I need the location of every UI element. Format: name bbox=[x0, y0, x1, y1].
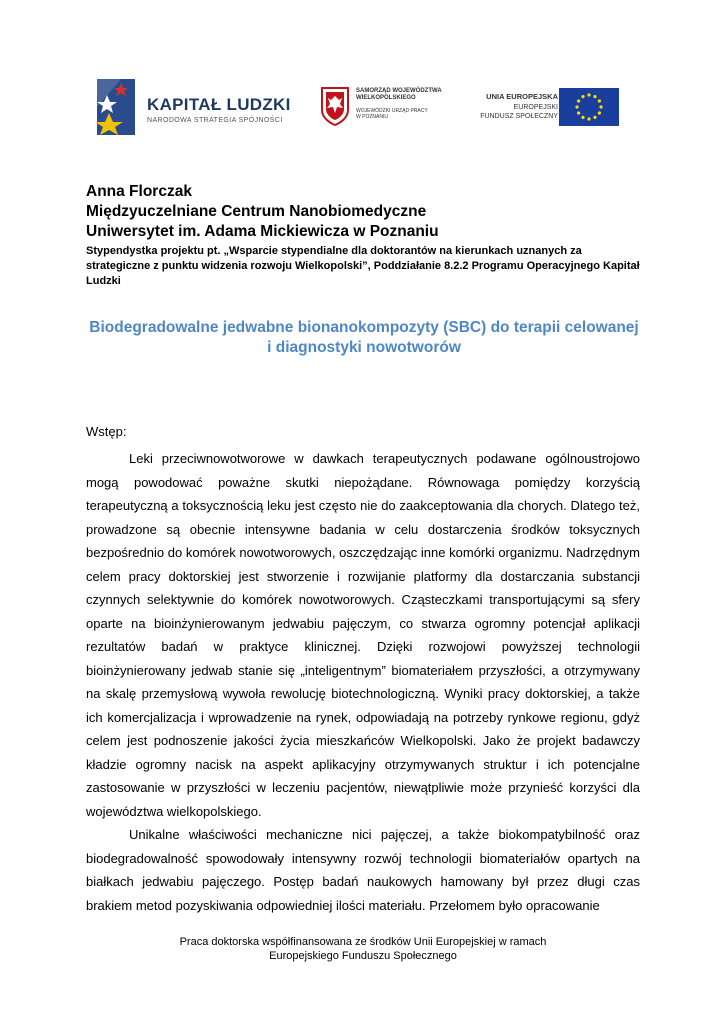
eu-star-icon bbox=[577, 111, 580, 114]
wielkopolska-line3: WOJEWÓDZKI URZĄD PRACY bbox=[356, 108, 428, 114]
kapital-ludzki-emblem-icon bbox=[95, 77, 143, 137]
paragraph-1: Leki przeciwnowotworowe w dawkach terapeutycznych podawane ogólnoustrojowo mogą powodować poważne skutki niepożądane. Równowaga pomiędzy korzyścią terapeutyczną a toksycznością leku jest często nie do zaakceptowania dla chorych. Dlatego też, prowadzone są obecnie intensywne badania w celu dostarczenia środków toksycznych bezpośrednio do komórek nowotworowych, oszczędzając inne komórki organizmu. Nadrzędnym celem pracy doktorskiej jest stworzenie i rozwijanie platformy dla dostarczania substancji czynnych selektywnie do komórek nowotworowych. Cząsteczkami transportującymi są sfery oparte na bioinżynierowanym jedwabiu pajęczym, co stwarza ogromny potencjał aplikacji rezultatów badań w praktyce klinicznej. Dzięki rozwojowi powyższej technologii bioinżynierowany jedwab stanie się „inteligentnym” biomateriałem przyszłości, a otrzymywany na skalę przemysłową wywoła rewolucję biotechnologiczną. Wyniki pracy doktorskiej, a także ich komercjalizacja i wprowadzenie na rynek, odpowiadają na potrzeby rynkowe regionu, gdyż celem jest podnoszenie jakości życia mieszkańców Wielkopolski. Jako że projekt badawczy kładzie ogromny nacisk na aspekt aplikacyjny otrzymywanych struktur i ich potencjalne zastosowanie w przyszłości w leczeniu pacjentów, niewątpliwie może przynieść korzyści dla województwa wielkopolskiego. bbox=[86, 451, 640, 819]
footer-note bbox=[86, 935, 640, 963]
kapital-ludzki-subtitle: NARODOWA STRATEGIA SPÓJNOŚCI bbox=[147, 117, 283, 124]
eu-fund bbox=[480, 103, 558, 121]
eu-star-icon bbox=[598, 111, 601, 114]
paragraph-2: Unikalne właściwości mechaniczne nici pajęczej, a także biokompatybilność oraz biodegradowalność spowodowały intensywny rozwój technologii biomateriałów opartych na białkach jedwabiu pajęczego. Postęp badań naukowych hamowany był przez długi czas brakiem metod pozyskiwania odpowiedniej ilości materiału. Przełomem było opracowanie bbox=[86, 827, 640, 913]
author-name: Anna Florczak bbox=[86, 183, 192, 200]
eu-star-icon bbox=[587, 93, 590, 96]
kapital-ludzki-title: KAPITAŁ LUDZKI bbox=[147, 95, 291, 114]
eu-star-icon bbox=[598, 99, 601, 102]
eu-flag-icon bbox=[559, 88, 619, 126]
eu-star-icon bbox=[587, 117, 590, 120]
wielkopolska-logo bbox=[320, 86, 440, 130]
scholarship-note: Stypendystka projektu pt. „Wsparcie stypendialne dla doktorantów na kierunkach uznanych za strategiczne z punktu widzenia rozwoju Wielkopolski”, Poddziałanie 8.2.2 Programu Operacyjnego Kapitał Ludzki bbox=[86, 245, 640, 287]
author-block bbox=[86, 182, 646, 289]
wielkopolska-eagle-shield-icon bbox=[320, 86, 350, 126]
eu-logo bbox=[466, 88, 626, 128]
eu-fund-line2: FUNDUSZ SPOŁECZNY bbox=[480, 113, 558, 120]
author-institution: Międzyuczelniane Centrum Nanobiomedyczne bbox=[86, 203, 427, 220]
intro-label: Wstęp: bbox=[86, 424, 127, 439]
wielkopolska-line4: W POZNANIU bbox=[356, 114, 388, 120]
wielkopolska-office bbox=[356, 108, 428, 120]
eu-star-icon bbox=[581, 116, 584, 119]
eu-star-icon bbox=[577, 99, 580, 102]
eu-star-icon bbox=[593, 95, 596, 98]
eu-star-icon bbox=[593, 116, 596, 119]
eu-star-icon bbox=[581, 95, 584, 98]
body-text bbox=[86, 447, 640, 917]
document-title: Biodegradowalne jedwabne bionanokompozyty (SBC) do terapii celowanej i diagnostyki nowotworów bbox=[89, 319, 639, 356]
footer-line2: Europejskiego Funduszu Społecznego bbox=[269, 950, 457, 962]
eu-star-icon bbox=[599, 105, 602, 108]
eu-fund-line1: EUROPEJSKI bbox=[513, 104, 558, 111]
eu-name: UNIA EUROPEJSKA bbox=[486, 92, 558, 101]
wielkopolska-name bbox=[356, 88, 442, 102]
kapital-ludzki-logo bbox=[95, 77, 291, 137]
author-university: Uniwersytet im. Adama Mickiewicza w Poznaniu bbox=[86, 223, 439, 240]
wielkopolska-line2: WIELKOPOLSKIEGO bbox=[356, 95, 416, 101]
eu-star-icon bbox=[575, 105, 578, 108]
header-logos bbox=[0, 72, 725, 142]
footer-line1: Praca doktorska współfinansowana ze środków Unii Europejskiej w ramach bbox=[179, 936, 547, 948]
wielkopolska-line1: SAMORZĄD WOJEWÓDZTWA bbox=[356, 88, 442, 94]
